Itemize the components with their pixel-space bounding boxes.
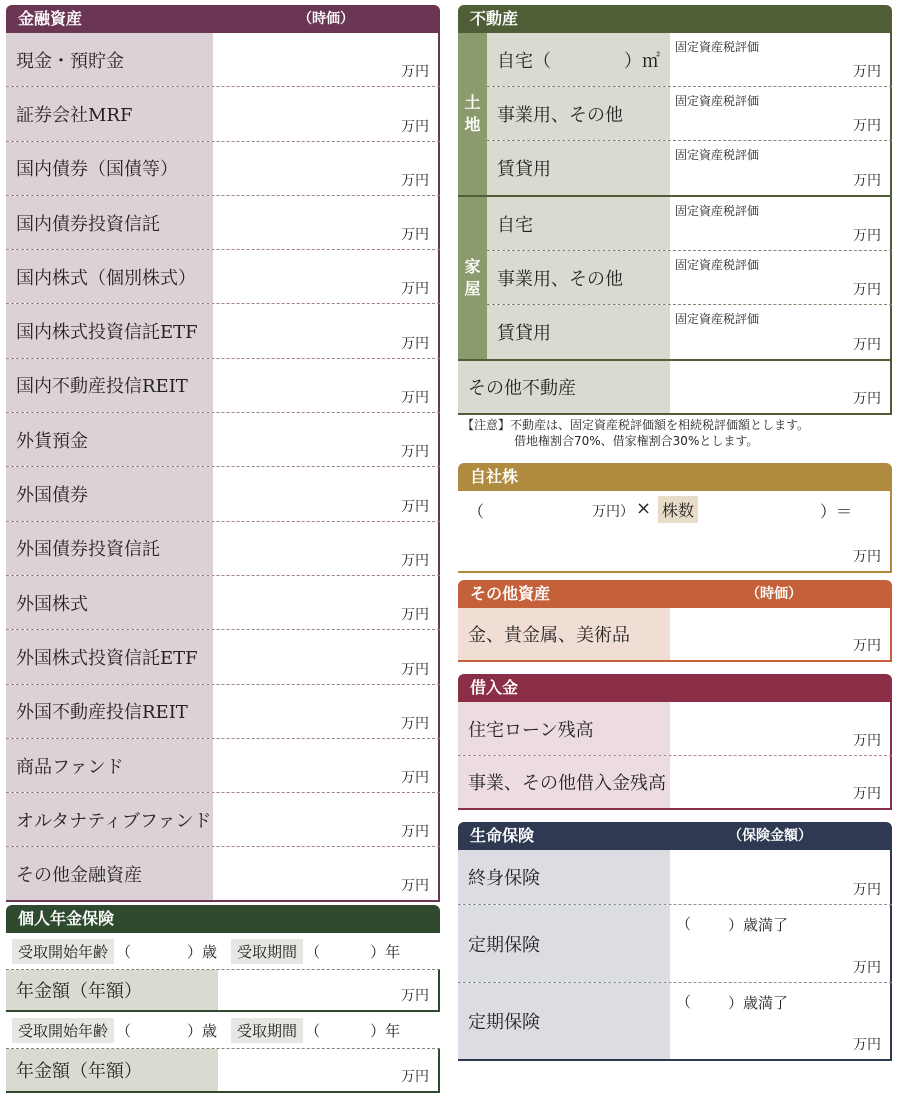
building-block [458, 197, 892, 361]
building-rental-field[interactable] [670, 305, 892, 359]
financial-asset-row [6, 467, 440, 521]
financial-asset-label: 外国株式投資信託ETF [6, 630, 213, 683]
open-paren: （ [116, 942, 132, 961]
expire-age-input[interactable] [694, 989, 728, 1011]
financial-asset-label: 証券会社MRF [6, 87, 213, 140]
precious-items-field[interactable] [670, 608, 892, 660]
term-insurance-row [458, 905, 892, 983]
term-insurance-label: 定期保険 [458, 905, 670, 982]
unit-label: 万円 [401, 118, 429, 135]
financial-asset-row [6, 685, 440, 739]
financial-asset-value-field[interactable] [213, 304, 440, 357]
financial-asset-row [6, 196, 440, 250]
start-age-input[interactable] [131, 941, 187, 961]
loans-header [458, 674, 892, 702]
financial-asset-value-field[interactable] [213, 793, 440, 846]
unit-label: 万円 [401, 64, 429, 81]
life-insurance-panel [458, 822, 892, 1061]
start-age-input[interactable] [131, 1020, 187, 1040]
assessment-note: 固定資産税評価 [675, 40, 760, 54]
financial-asset-row [6, 359, 440, 413]
own-stock-panel [458, 463, 892, 573]
other-real-estate-field[interactable] [670, 361, 892, 413]
land-side-label [458, 33, 487, 195]
housing-loan-field[interactable] [670, 702, 892, 755]
real-estate-panel [458, 5, 892, 415]
financial-asset-label: 外国債券投資信託 [6, 522, 213, 575]
assessment-note: 固定資産税評価 [675, 204, 760, 218]
land-home-text: 自宅（ [497, 50, 551, 72]
side-char: 土 [464, 93, 481, 112]
loans-title: 借入金 [470, 678, 519, 697]
year-unit: ）年 [370, 942, 401, 961]
building-business-row [487, 251, 892, 305]
business-loan-field[interactable] [670, 756, 892, 808]
building-home-field[interactable] [670, 197, 892, 250]
annual-pension-row [6, 970, 440, 1012]
stock-price-input[interactable] [490, 497, 590, 521]
building-home-row [487, 197, 892, 251]
unit-label: 万円 [853, 228, 881, 244]
whole-life-label: 終身保険 [458, 850, 670, 904]
unit-label: 万円 [401, 661, 429, 678]
financial-asset-label: 国内債券（国債等） [6, 142, 213, 195]
land-rental-field[interactable] [670, 141, 892, 195]
annual-pension-row [6, 1049, 440, 1093]
assessment-note: 固定資産税評価 [675, 258, 760, 272]
land-home-label [487, 33, 670, 86]
real-estate-title: 不動産 [470, 9, 519, 28]
term-insurance-field[interactable] [670, 905, 892, 982]
building-business-label: 事業用、その他 [487, 251, 670, 304]
financial-asset-value-field[interactable] [213, 87, 440, 140]
notice-line-2: 借地権割合70%、借家権割合30%とします。 [514, 434, 759, 448]
receive-period-label: 受取期間 [231, 939, 303, 964]
land-rental-row [487, 141, 892, 195]
own-stock-title: 自社株 [470, 467, 519, 486]
pension-title: 個人年金保険 [18, 909, 115, 928]
annual-pension-field[interactable] [218, 970, 440, 1010]
financial-asset-row [6, 630, 440, 684]
financial-asset-label: 商品ファンド [6, 739, 213, 792]
unit-label: 万円 [853, 960, 881, 976]
building-rental-label: 賃貸用 [487, 305, 670, 359]
receive-period-input[interactable] [320, 1020, 370, 1040]
financial-asset-row [6, 847, 440, 901]
financial-assets-subtitle: （時価） [298, 11, 354, 27]
financial-asset-label: 国内不動産投信REIT [6, 359, 213, 412]
land-business-field[interactable] [670, 87, 892, 140]
financial-asset-row [6, 87, 440, 141]
open-paren: （ [305, 942, 321, 961]
unit-label: 万円 [853, 733, 881, 749]
side-char: 家 [464, 257, 481, 276]
land-home-field[interactable] [670, 33, 892, 86]
financial-asset-value-field[interactable] [213, 413, 440, 466]
financial-asset-row [6, 33, 440, 87]
unit-label: 万円 [853, 549, 881, 565]
unit-label: 万円 [853, 786, 881, 802]
financial-asset-label: 国内債券投資信託 [6, 196, 213, 249]
other-real-estate-label: その他不動産 [458, 361, 670, 413]
pension-terms-row [6, 933, 440, 970]
unit-label: 万円 [853, 337, 881, 353]
financial-asset-value-field[interactable] [213, 685, 440, 738]
unit-label: 万円 [401, 444, 429, 461]
shares-input[interactable] [708, 497, 818, 521]
unit-label: 万円 [401, 715, 429, 732]
unit-label: 万円 [401, 281, 429, 298]
financial-asset-value-field[interactable] [213, 522, 440, 575]
real-estate-header [458, 5, 892, 33]
financial-asset-row [6, 250, 440, 304]
financial-asset-label: 国内株式投資信託ETF [6, 304, 213, 357]
unit-label: 万円 [853, 882, 881, 898]
unit-label: 万円 [401, 172, 429, 189]
pension-header [6, 905, 440, 933]
financial-asset-value-field[interactable] [213, 250, 440, 303]
financial-asset-row [6, 304, 440, 358]
financial-asset-value-field[interactable] [213, 739, 440, 792]
land-business-label: 事業用、その他 [487, 87, 670, 140]
financial-asset-row [6, 739, 440, 793]
financial-assets-header [6, 5, 440, 33]
unit-label: 万円 [401, 335, 429, 352]
financial-asset-value-field[interactable] [213, 359, 440, 412]
close-equals: ）＝ [820, 502, 853, 521]
unit-label: 万円 [853, 282, 881, 298]
unit-label: 万円 [401, 552, 429, 569]
precious-items-row [458, 608, 892, 662]
housing-loan-row [458, 702, 892, 756]
precious-items-label: 金、貴金属、美術品 [458, 608, 670, 660]
own-stock-formula [458, 491, 892, 573]
building-business-field[interactable] [670, 251, 892, 304]
open-paren: （ [676, 993, 692, 1011]
assessment-note: 固定資産税評価 [675, 148, 760, 162]
unit-label: 万円 [401, 227, 429, 244]
side-char: 屋 [464, 279, 481, 298]
unit-label: 万円 [853, 173, 881, 189]
term-insurance-row [458, 983, 892, 1061]
open-paren: （ [468, 502, 485, 521]
own-stock-header [458, 463, 892, 491]
financial-asset-value-field[interactable] [213, 630, 440, 683]
financial-asset-label: 外国株式 [6, 576, 213, 629]
land-business-row [487, 87, 892, 141]
life-insurance-subtitle: （保険金額） [728, 828, 812, 844]
price-unit: 万円） [592, 504, 634, 520]
unit-label: 万円 [401, 1069, 429, 1085]
side-char: 地 [464, 115, 481, 134]
year-unit: ）年 [370, 1021, 401, 1040]
business-loan-row [458, 756, 892, 810]
pension-terms-row [6, 1012, 440, 1049]
start-age-label: 受取開始年齢 [12, 1018, 114, 1043]
financial-asset-label: その他金融資産 [6, 847, 213, 899]
whole-life-row [458, 850, 892, 905]
assessment-note: 固定資産税評価 [675, 312, 760, 326]
unit-label: 万円 [853, 1037, 881, 1053]
other-assets-panel [458, 580, 892, 662]
assessment-note: 固定資産税評価 [675, 94, 760, 108]
financial-asset-value-field[interactable] [213, 33, 440, 86]
financial-asset-row [6, 576, 440, 630]
open-paren: （ [305, 1021, 321, 1040]
financial-asset-value-field[interactable] [213, 196, 440, 249]
financial-asset-value-field[interactable] [213, 142, 440, 195]
other-assets-title: その他資産 [470, 584, 551, 603]
financial-assets-panel [6, 5, 440, 902]
financial-asset-row [6, 522, 440, 576]
loans-panel [458, 674, 892, 810]
real-estate-notice [462, 417, 809, 449]
unit-label: 万円 [401, 877, 429, 894]
building-rental-row [487, 305, 892, 359]
business-loan-label: 事業、その他借入金残高 [458, 756, 670, 808]
financial-asset-label: 外貨預金 [6, 413, 213, 466]
area-unit: ）㎡ [624, 50, 660, 72]
notice-line-1: 【注意】不動産は、固定資産税評価額を相続税評価額とします。 [462, 418, 810, 432]
financial-asset-row [6, 142, 440, 196]
other-assets-subtitle: （時価） [746, 586, 802, 602]
open-paren: （ [676, 915, 692, 933]
housing-loan-label: 住宅ローン残高 [458, 702, 670, 755]
financial-asset-value-field[interactable] [213, 847, 440, 899]
age-unit: ）歳 [187, 942, 218, 961]
age-expire-label: ）歳満了 [728, 994, 789, 1012]
building-home-label: 自宅 [487, 197, 670, 250]
receive-period-label: 受取期間 [231, 1018, 303, 1043]
unit-label: 万円 [401, 770, 429, 787]
unit-label: 万円 [401, 390, 429, 407]
unit-label: 万円 [401, 824, 429, 841]
land-block [458, 33, 892, 197]
other-assets-header [458, 580, 892, 608]
other-real-estate-row [458, 361, 892, 415]
start-age-label: 受取開始年齢 [12, 939, 114, 964]
unit-label: 万円 [853, 638, 881, 654]
unit-label: 万円 [853, 64, 881, 80]
financial-asset-label: オルタナティブファンド [6, 793, 213, 846]
financial-asset-label: 現金・預貯金 [6, 33, 213, 86]
financial-asset-row [6, 793, 440, 847]
area-input[interactable] [551, 49, 624, 71]
life-insurance-header [458, 822, 892, 850]
age-expire-label: ）歳満了 [728, 916, 789, 934]
annual-pension-label: 年金額（年額） [6, 1049, 218, 1091]
unit-label: 万円 [853, 391, 881, 407]
open-paren: （ [116, 1021, 132, 1040]
whole-life-field[interactable] [670, 850, 892, 904]
unit-label: 万円 [401, 607, 429, 624]
expire-age-input[interactable] [694, 911, 728, 933]
land-home-row [487, 33, 892, 87]
receive-period-input[interactable] [320, 941, 370, 961]
annual-pension-field[interactable] [218, 1049, 440, 1091]
term-insurance-label: 定期保険 [458, 983, 670, 1059]
financial-asset-label: 国内株式（個別株式） [6, 250, 213, 303]
financial-asset-value-field[interactable] [213, 576, 440, 629]
pension-panel [6, 905, 440, 1093]
shares-label: 株数 [658, 496, 698, 523]
unit-label: 万円 [401, 988, 429, 1004]
financial-asset-row [6, 413, 440, 467]
times-sign: × [636, 498, 652, 519]
financial-asset-label: 外国不動産投信REIT [6, 685, 213, 738]
unit-label: 万円 [853, 118, 881, 134]
financial-assets-title: 金融資産 [18, 9, 83, 28]
financial-asset-value-field[interactable] [213, 467, 440, 520]
term-insurance-field[interactable] [670, 983, 892, 1059]
life-insurance-title: 生命保険 [470, 826, 535, 845]
unit-label: 万円 [401, 498, 429, 515]
land-rental-label: 賃貸用 [487, 141, 670, 195]
financial-asset-label: 外国債券 [6, 467, 213, 520]
annual-pension-label: 年金額（年額） [6, 970, 218, 1010]
age-unit: ）歳 [187, 1021, 218, 1040]
building-side-label [458, 197, 487, 359]
